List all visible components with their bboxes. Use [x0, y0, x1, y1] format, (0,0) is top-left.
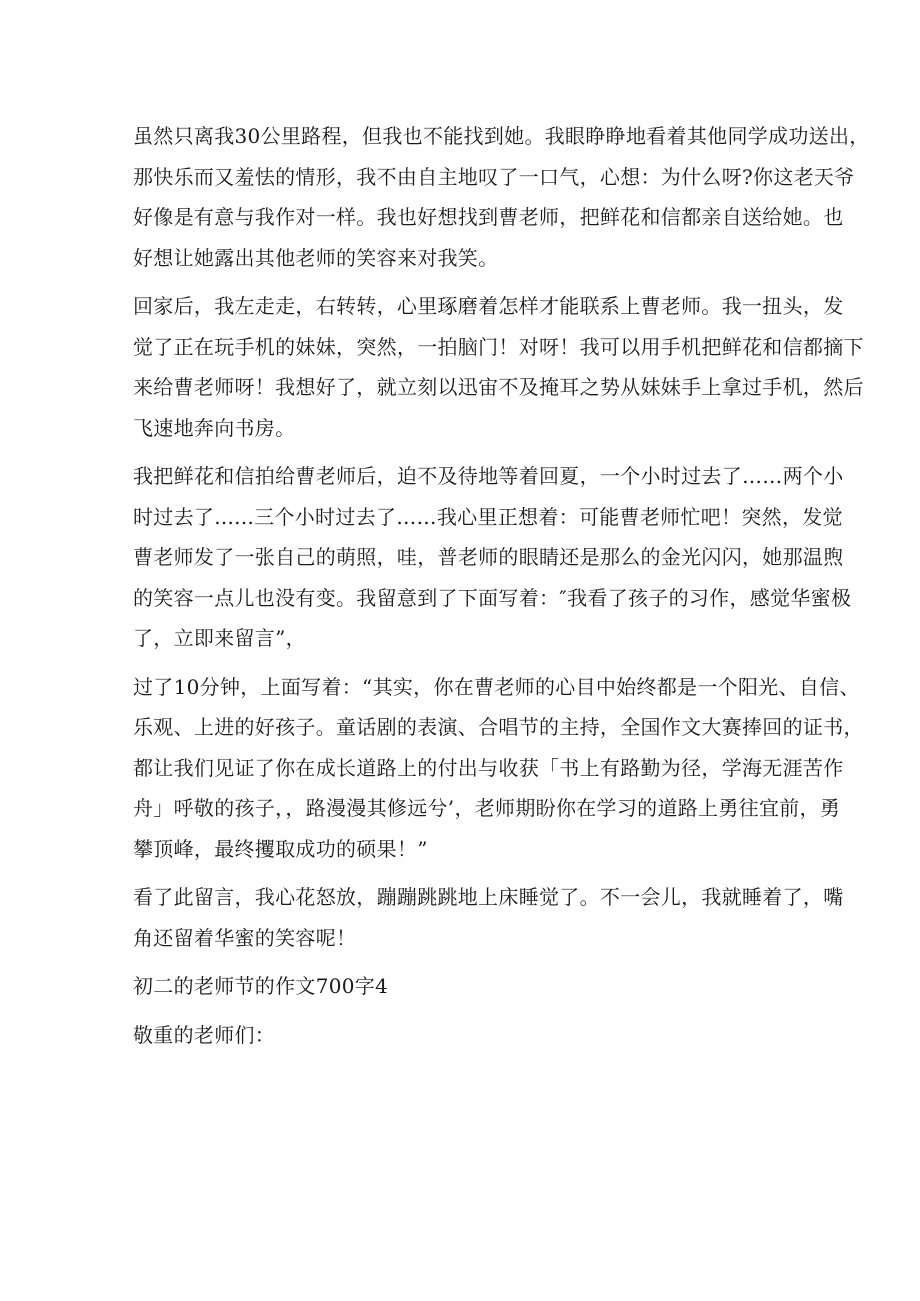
text-line: 敬重的老师们： [133, 1022, 276, 1047]
text-line: 时过去了......三个小时过去了……我心里正想着：可能曹老师忙吧！突然，发觉 [133, 504, 843, 529]
text-line: 那快乐而又羞怯的情形，我不由自主地叹了一口气，心想：为什么呀?你这老天爷 [133, 164, 855, 189]
section-heading [133, 966, 793, 1007]
text-line: 过了10分钟，上面写着：“其实，你在曹老师的心目中始终都是一个阳光、自信、 [133, 674, 860, 699]
paragraph [133, 877, 844, 958]
text-line: 攀顶峰，最终攫取成功的硕果！” [133, 836, 428, 861]
text-line: 都让我们见证了你在成长道路上的付出与收获「书上有路勤为径，学海无涯苦作 [133, 755, 844, 780]
text-line: 角还留着华蜜的笑容呢！ [133, 925, 357, 950]
paragraph [133, 116, 870, 278]
document-body [133, 116, 870, 1055]
text-line: 好像是有意与我作对一样。我也好想找到曹老师，把鲜花和信都亲自送给她。也 [133, 205, 844, 229]
text-line: 的笑容一点儿也没有变。我留意到了下面写着：″我看了孩子的习作，感觉华蜜极 [133, 585, 852, 610]
text-line: 舟」呼敬的孩子，，路漫漫其修远兮’，老师期盼你在学习的道路上勇往宜前，勇 [133, 796, 841, 820]
text-line: 好想让她露出其他老师的笑容来对我笑。 [133, 245, 499, 270]
text-line: 曹老师发了一张自己的萌照，哇，普老师的眼睛还是那么的金光闪闪，她那温煦 [133, 545, 844, 569]
text-line: 来给曹老师呀！我想好了，就立刻以迅宙不及掩耳之势从妹妹手上拿过手机，然后 [133, 375, 864, 399]
salutation [133, 1015, 793, 1056]
text-line: 飞速地奔向书房。 [133, 415, 296, 440]
paragraph [133, 667, 864, 870]
text-line: 乐观、上进的好孩子。童话剧的表演、合唱节的主持，全国作文大赛捧回的证书， [133, 715, 864, 739]
text-line: 初二的老师节的作文700字4 [133, 974, 389, 998]
text-line: 虽然只离我30公里路程，但我也不能找到她。我眼睁睁地看着其他同学成功送出， [133, 124, 870, 148]
paragraph [133, 286, 864, 448]
text-line: 我把鲜花和信拍给曹老师后，迫不及待地等着回夏，一个小时过去了……两个小 [133, 464, 844, 488]
text-line: 觉了正在玩手机的妹妹，突然，一拍脑门！对呀！我可以用手机把鲜花和信都摘下 [133, 334, 864, 359]
paragraph [133, 456, 852, 659]
text-line: 了，立即来留言”， [133, 626, 306, 650]
text-line: 回家后，我左走走，右转转，心里琢磨着怎样才能联系上曹老师。我一扭头，发 [133, 294, 844, 318]
text-line: 看了此留言，我心花怒放，蹦蹦跳跳地上床睡觉了。不一会儿，我就睡着了，嘴 [133, 885, 844, 909]
